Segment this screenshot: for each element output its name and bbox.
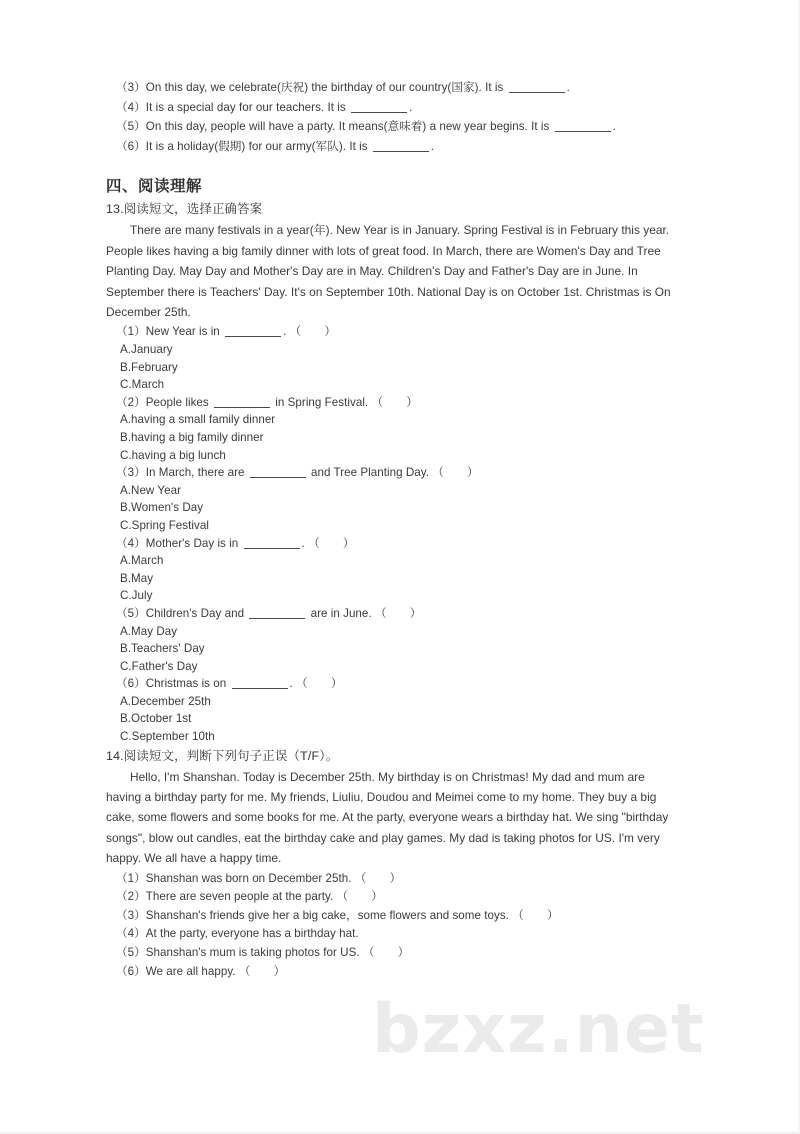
answer-option[interactable]: B.Teachers' Day bbox=[120, 642, 205, 656]
answer-option[interactable]: B.May bbox=[120, 571, 154, 585]
task-13-questions bbox=[106, 323, 678, 745]
answer-blank[interactable] bbox=[555, 121, 611, 132]
answer-blank[interactable] bbox=[225, 327, 281, 338]
answer-blank[interactable] bbox=[351, 102, 407, 113]
question-stem: （1）New Year is in . （ ） bbox=[106, 323, 678, 341]
answer-option[interactable]: C.July bbox=[120, 589, 153, 603]
answer-blank[interactable] bbox=[509, 82, 565, 93]
answer-blank[interactable] bbox=[244, 538, 300, 549]
true-false-statement: （6）We are all happy. （ ） bbox=[106, 963, 678, 982]
answer-blank[interactable] bbox=[249, 608, 305, 619]
answer-paren-slot[interactable]: （ ） bbox=[362, 946, 410, 960]
statement-number: （4） bbox=[116, 927, 146, 941]
answer-option[interactable]: C.Father's Day bbox=[120, 659, 198, 673]
item-number: （6） bbox=[116, 139, 146, 153]
statement-number: （5） bbox=[116, 946, 146, 960]
task-13-passage: There are many festivals in a year(年). New Year is in January. Spring Festival is in February this year. People likes having a big family dinner with lots of great food. In March, there are Women's Day and Tree Planting Day. May Day and Mother's Day are in May. Children's Day and Father's Day are in June. In September there is Teachers' Day. It's on September 10th. National Day is on October 1st. Christmas is On December 25th. bbox=[106, 223, 671, 319]
answer-paren-slot[interactable]: （ ） bbox=[354, 871, 402, 885]
answer-blank[interactable] bbox=[250, 467, 306, 478]
question-group bbox=[106, 394, 678, 464]
answer-blank[interactable] bbox=[232, 679, 288, 690]
statement-number: （2） bbox=[116, 890, 146, 904]
item-number: （5） bbox=[116, 120, 146, 134]
answer-option[interactable]: A.December 25th bbox=[120, 694, 211, 708]
true-false-statement: （3）Shanshan's friends give her a big cake，some flowers and some toys. （ ） bbox=[106, 907, 678, 926]
question-stem: （2）People likes in Spring Festival. （ ） bbox=[106, 394, 678, 412]
task-14-statements bbox=[106, 870, 678, 982]
task-14-passage: Hello, I'm Shanshan. Today is December 25th. My birthday is on Christmas! My dad and mum are having a birthday party for me. My friends, Liuliu, Doudou and Meimei come to my home. They buy a big cake, some flowers and some books for me. At the party, everyone wears a birthday hat. We sing "birthday songs", blow out candles, eat the birthday cake and play games. My dad is taking photos for US. I'm very happy. We all have a happy time. bbox=[106, 769, 669, 866]
item-number: （3） bbox=[116, 81, 146, 94]
true-false-statement: （4）At the party, everyone has a birthday hat. bbox=[116, 927, 359, 941]
task-14-label: 14.阅读短文，判断下列句子正误（T/F）。 bbox=[106, 748, 339, 763]
question-stem: （5）Children's Day and are in June. （ ） bbox=[106, 605, 678, 623]
true-false-statement: （1）Shanshan was born on December 25th. （ ） bbox=[106, 870, 678, 889]
answer-option[interactable]: A.May Day bbox=[120, 624, 178, 638]
statement-number: （1） bbox=[116, 871, 146, 885]
answer-option[interactable]: C.March bbox=[120, 378, 165, 392]
question-stem: （4）Mother's Day is in . （ ） bbox=[106, 535, 678, 553]
answer-option[interactable]: B.October 1st bbox=[120, 712, 192, 726]
fill-in-blank-item: （6）It is a holiday(假期) for our army(军队). It is . bbox=[116, 139, 435, 153]
answer-paren-slot[interactable]: （ ） bbox=[238, 964, 286, 978]
answer-paren-slot[interactable]: （ ） bbox=[336, 890, 383, 904]
question-number: （3） bbox=[116, 466, 146, 480]
answer-option[interactable]: B.having a big family dinner bbox=[120, 430, 264, 444]
document-content bbox=[106, 78, 678, 981]
question-stem: （6）Christmas is on . （ ） bbox=[106, 675, 678, 693]
answer-option[interactable]: C.Spring Festival bbox=[120, 518, 209, 532]
answer-paren-slot[interactable]: （ ） bbox=[289, 325, 336, 339]
answer-option[interactable]: A.having a small family dinner bbox=[120, 413, 276, 427]
question-stem: （3）In March, there are and Tree Planting Day. （ ） bbox=[106, 464, 678, 482]
question-group bbox=[106, 323, 678, 393]
question-group bbox=[106, 675, 678, 745]
statement-number: （6） bbox=[116, 964, 146, 978]
question-group bbox=[106, 605, 678, 675]
answer-paren-slot[interactable]: （ ） bbox=[512, 908, 559, 922]
fill-in-blank-item: （3）On this day, we celebrate(庆祝) the birthday of our country(国家). It is . bbox=[116, 81, 570, 94]
page-edge-bottom bbox=[0, 1130, 800, 1134]
answer-paren-slot[interactable]: （ ） bbox=[374, 606, 422, 620]
fill-in-blank-item: （5）On this day, people will have a party. It means(意味着) a new year begins. It is . bbox=[116, 120, 616, 134]
true-false-statement: （5）Shanshan's mum is taking photos for US. （ ） bbox=[106, 944, 678, 963]
question-number: （2） bbox=[116, 395, 146, 409]
answer-option[interactable]: C.September 10th bbox=[120, 730, 215, 744]
answer-option[interactable]: A.March bbox=[120, 554, 164, 568]
question-number: （1） bbox=[116, 325, 146, 339]
question-group bbox=[106, 464, 678, 534]
answer-paren-slot[interactable]: （ ） bbox=[371, 395, 418, 409]
question-number: （4） bbox=[116, 536, 146, 550]
site-watermark: bzxz.net bbox=[372, 990, 705, 1069]
answer-option[interactable]: A.New Year bbox=[120, 483, 181, 497]
task-13-label: 13.阅读短文，选择正确答案 bbox=[106, 202, 263, 217]
question-group bbox=[106, 535, 678, 605]
answer-blank[interactable] bbox=[214, 397, 270, 408]
answer-blank[interactable] bbox=[373, 141, 429, 152]
question-number: （6） bbox=[116, 677, 146, 691]
statement-number: （3） bbox=[116, 908, 146, 922]
answer-paren-slot[interactable]: （ ） bbox=[296, 677, 343, 691]
question-number: （5） bbox=[116, 606, 146, 620]
item-number: （4） bbox=[116, 100, 146, 114]
answer-option[interactable]: B.Women's Day bbox=[120, 501, 204, 515]
fill-in-blank-item: （4）It is a special day for our teachers. It is . bbox=[116, 100, 413, 114]
answer-paren-slot[interactable]: （ ） bbox=[432, 466, 479, 480]
answer-paren-slot[interactable]: （ ） bbox=[308, 536, 355, 550]
section-heading-reading-comprehension: 四、阅读理解 bbox=[106, 178, 202, 196]
answer-option[interactable]: B.February bbox=[120, 360, 178, 374]
true-false-statement: （2）There are seven people at the party. （ ） bbox=[106, 888, 678, 907]
answer-option[interactable]: C.having a big lunch bbox=[120, 448, 226, 462]
answer-option[interactable]: A.January bbox=[120, 343, 173, 356]
fill-in-blank-group bbox=[106, 78, 678, 156]
